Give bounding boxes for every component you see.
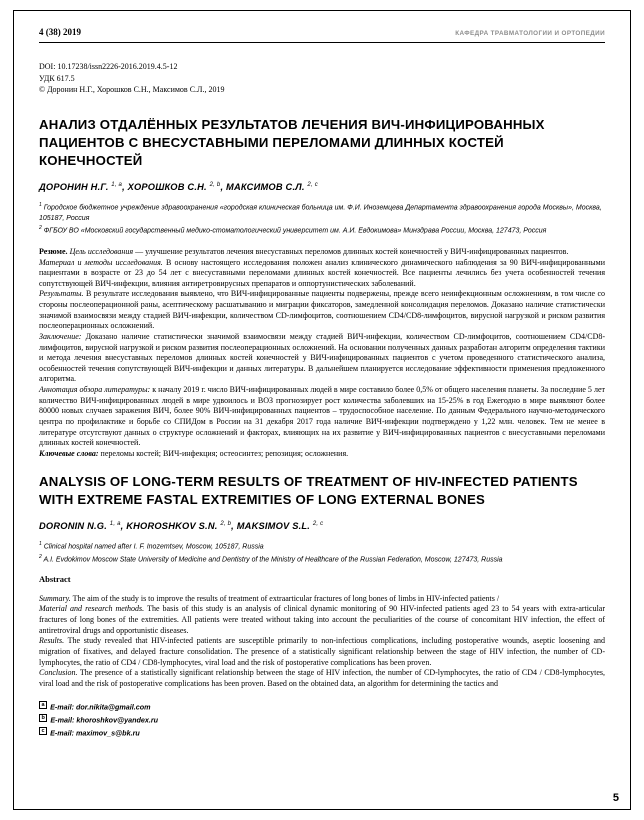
author-sup: 2, c — [307, 181, 318, 188]
affiliation-sup: 2 — [39, 553, 42, 560]
abstract-en-results — [39, 636, 605, 668]
conclusion-label: Заключение: — [39, 331, 82, 341]
footnote-b — [39, 714, 605, 727]
abstract-ru-methods — [39, 258, 605, 290]
author-sup: 1, a — [109, 521, 121, 528]
issue-label: 4 (38) 2019 — [39, 27, 81, 37]
abstract-ru-aim — [39, 247, 605, 258]
results-label: Результаты. — [39, 289, 84, 299]
results-label: Results. — [39, 636, 65, 646]
author-ru-2 — [128, 182, 226, 192]
affiliation-sup: 2 — [39, 224, 42, 231]
author-en-3 — [237, 521, 324, 531]
authors-ru — [39, 182, 605, 192]
summary-label: Summary. — [39, 593, 71, 603]
annotation-text: к началу 2019 г. число ВИЧ-инфицированных людей в мире составило более 0,5% от общего населения планеты. За последние 5 лет количество ВИЧ-инфицированных людей в мире удвоилось и ВОЗ прогнозирует рост количества заболевших на 15-25% в год Ежегодно в мире выявляют более 80000 новых случаев заражения ВИЧ, более 90% ВИЧ-инфицированных пациентов – трудоспособное население. По данным Федерального научно-методического центра по профилактике и борьбе со СПИДом в России на 31 декабря 2017 года наличие ВИЧ-инфекции подтверждено у 1,22 млн. человек. Тем не менее в литературе отсутствуют данных о структуре осложнений и факторах, влияющих на их развитие у ВИЧ-инфицированных пациентов с внесуставными переломами длинных костей конечностей. — [39, 385, 605, 448]
affiliation-text: Городское бюджетное учреждение здравоохранения «городская клиническая больница им. Ф.И. Иноземцева Департамента здравоохранения города Москвы», Москва, 105187, Россия — [39, 204, 602, 222]
author-sup: 2, b — [220, 521, 232, 528]
author-name: ДОРОНИН Н.Г. — [39, 181, 109, 192]
article-meta — [39, 61, 605, 96]
keywords-text: переломы костей; ВИЧ-инфекция; остеосинтез; репозиция; осложнения. — [100, 448, 349, 458]
affiliation-text: A.I. Evdokimov Moscow State University of Medicine and Dentistry of the Ministry of Healthcare of the Russian Federation, Moscow, 127473, Russia — [43, 555, 503, 563]
author-ru-3 — [226, 182, 318, 192]
footnote-email-c: E-mail: maximov_s@bk.ru — [50, 728, 140, 738]
author-name: DORONIN N.G. — [39, 521, 107, 532]
abstract-en — [39, 594, 605, 690]
page-number: 5 — [612, 792, 619, 804]
affiliation-text: Clinical hospital named after I. F. Inozemtsev, Moscow, 105187, Russia — [43, 543, 264, 551]
abstract-en-conclusion — [39, 668, 605, 689]
methods-text: The basis of this study is an analysis of clinical dynamic monitoring of 90 HIV-infected patients aged 23 to 54 years with extra-articular fractures of long bones of the extremities. All patients were treated without taking into account the peculiarities of the course of concomitant HIV infection, the effect of antiretroviral drugs and opportunistic diseases. — [39, 604, 606, 635]
page-frame — [13, 10, 631, 810]
author-sup: 1, a — [111, 181, 123, 188]
header-rule — [39, 42, 605, 43]
author-ru-1 — [39, 182, 128, 192]
resume-label: Резюме. — [39, 246, 68, 256]
footnote-email-b: E-mail: khoroshkov@yandex.ru — [50, 715, 159, 725]
author-sep: , — [231, 521, 237, 532]
abstract-ru-results — [39, 289, 605, 332]
author-sep: , — [122, 181, 128, 192]
author-sup: 2, b — [209, 181, 221, 188]
author-en-2 — [126, 521, 237, 531]
abstract-en-methods — [39, 604, 605, 636]
footnote-marker-a: a — [39, 701, 47, 709]
article-title-en: ANALYSIS OF LONG-TERM RESULTS OF TREATMENT OF HIV-INFECTED PATIENTS WITH EXTREME FASTAL EXTREMITIES OF LONG EXTERNAL BONES — [39, 474, 578, 508]
affiliation-sup: 1 — [39, 201, 42, 208]
keywords-ru — [39, 449, 605, 460]
affiliation-en-2 — [39, 554, 605, 566]
methods-label: Материал и методы исследования. — [39, 257, 163, 267]
affiliations-ru — [39, 202, 605, 237]
author-sep: , — [120, 521, 127, 532]
abstract-en-heading: Abstract — [39, 573, 71, 584]
abstract-ru-annotation — [39, 385, 605, 449]
conclusion-text: Доказано наличие статистически значимой взаимосвязи между стадией ВИЧ-инфекции, количеством CD-лимфоцитов, соотношением CD4/CD8-лимфоцитов, вирусной нагрузкой и риском развития послеоперационных осложнений. На основании полученных данных разработан алгоритм определения тактики и метода лечения внесуставных переломов длинных костей конечностей у ВИЧ-инфицированных пациентов с учетом проведенного статистического анализа, особенностей течения сопутствующей ВИЧ-инфекции и данных литературы. В дальнейшем планируется исследование эффективности применения предложенного алгоритма. — [39, 331, 606, 384]
annotation-label: Аннотация обзора литературы: — [39, 385, 151, 395]
author-sep: , — [220, 181, 227, 192]
conclusion-label: Conclusion. — [39, 668, 78, 678]
udk-line: УДК 617.5 — [39, 73, 75, 83]
affiliation-ru-2 — [39, 225, 605, 237]
summary-text: The aim of the study is to improve the results of treatment of extraarticular fractures of long bones of limbs in HIV-infected patients / — [72, 593, 500, 603]
aim-text: — улучшение результатов лечения внесуставных переломов длинных костей конечностей у ВИЧ-инфицированных пациентов. — [135, 246, 569, 256]
keywords-label: Ключевые слова: — [39, 448, 99, 458]
author-sup: 2, c — [312, 521, 324, 528]
conclusion-text: The presence of a statistically significant relationship between the stage of HIV infection, the number of CD-lymphocytes, the ratio of CD4 / CD8-lymphocytes, viral load and the risk of postoperative complications has been proven. Based on the obtained data, an algorithm for determining the tactics and — [39, 668, 605, 688]
page-header — [39, 27, 605, 37]
methods-label: Material and research methods. — [39, 604, 145, 614]
author-name: ХОРОШКОВ С.Н. — [127, 181, 207, 192]
authors-en — [39, 521, 605, 531]
author-name: МАКСИМОВ С.Л. — [226, 181, 305, 192]
aim-label: Цель исследования — [69, 246, 134, 256]
affiliation-ru-1 — [39, 202, 605, 225]
affiliation-sup: 1 — [39, 541, 42, 548]
abstract-en-summary — [39, 594, 605, 605]
affiliation-text: ФГБОУ ВО «Московский государственный медико-стоматологический университет им. А.И. Евдокимова» Минздрава России, Москва, 127473, Россия — [43, 227, 547, 235]
author-name: MAKSIMOV S.L. — [236, 521, 311, 532]
results-text: В результате исследования выявлено, что ВИЧ-инфицированные пациенты подвержены, прежде всего неинфекционным осложнениям, в том числе со стороны послеоперационной раны, асептическому расшатыванию и миграции фиксаторов, замедленной консолидация переломов. Доказано наличие статистически значимой взаимосвязи между стадией ВИЧ-инфекции, количеством CD-лимфоцитов, соотношением CD4/CD8-лимфоцитов, вирусной нагрузкой и риском развития послеоперационных осложнений. — [39, 289, 605, 331]
footnote-marker-c: c — [39, 727, 47, 735]
copyright-line: © Доронин Н.Г., Хорошков С.Н., Максимов С.Л., 2019 — [39, 85, 225, 95]
journal-name: КАФЕДРА ТРАВМАТОЛОГИИ И ОРТОПЕДИИ — [455, 30, 605, 37]
affiliations-en — [39, 541, 605, 565]
footnote-a — [39, 701, 605, 714]
footnote-c — [39, 727, 605, 740]
abstract-ru-conclusion — [39, 332, 605, 385]
footnote-email-a: E-mail: dor.nikita@gmail.com — [50, 702, 151, 712]
results-text: The study revealed that HIV-infected patients are susceptible primarily to non-infectious complications, including postoperative wounds, aseptic loosening and migration of fixatives, and delayed fracture consolidation. The presence of a statistically significant relationship between the stage of HIV infection, the number of CD-lymphocytes, the ratio of CD4 / CD8-lymphocytes, viral load and the risk of postoperative complications has been proven. — [39, 636, 606, 667]
footnote-marker-b: b — [39, 714, 47, 722]
article-title-ru: АНАЛИЗ ОТДАЛЁННЫХ РЕЗУЛЬТАТОВ ЛЕЧЕНИЯ ВИЧ-ИНФИЦИРОВАННЫХ ПАЦИЕНТОВ С ВНЕСУСТАВНЫМИ ПЕРЕЛОМАМИ ДЛИННЫХ КОСТЕЙ КОНЕЧНОСТЕЙ — [39, 116, 545, 168]
author-footnotes — [39, 701, 605, 739]
author-name: KHOROSHKOV S.N. — [126, 521, 218, 532]
doi-line: DOI: 10.17238/issn2226-2016.2019.4.5-12 — [39, 62, 178, 71]
abstract-ru — [39, 247, 605, 460]
methods-text: В основу настоящего исследования положен анализ клинического динамического наблюдения за 90 ВИЧ-инфицированными пациентами в возрасте от 23 до 54 лет с внесуставными переломами длинных костей конечностей. Все пациенты лечились без учета особенностей течения сопутствующей ВИЧ-инфекции, влияния антиретровирусных препаратов и оппортунистических заболеваний. — [39, 257, 605, 288]
affiliation-en-1 — [39, 541, 605, 553]
author-en-1 — [39, 521, 126, 531]
